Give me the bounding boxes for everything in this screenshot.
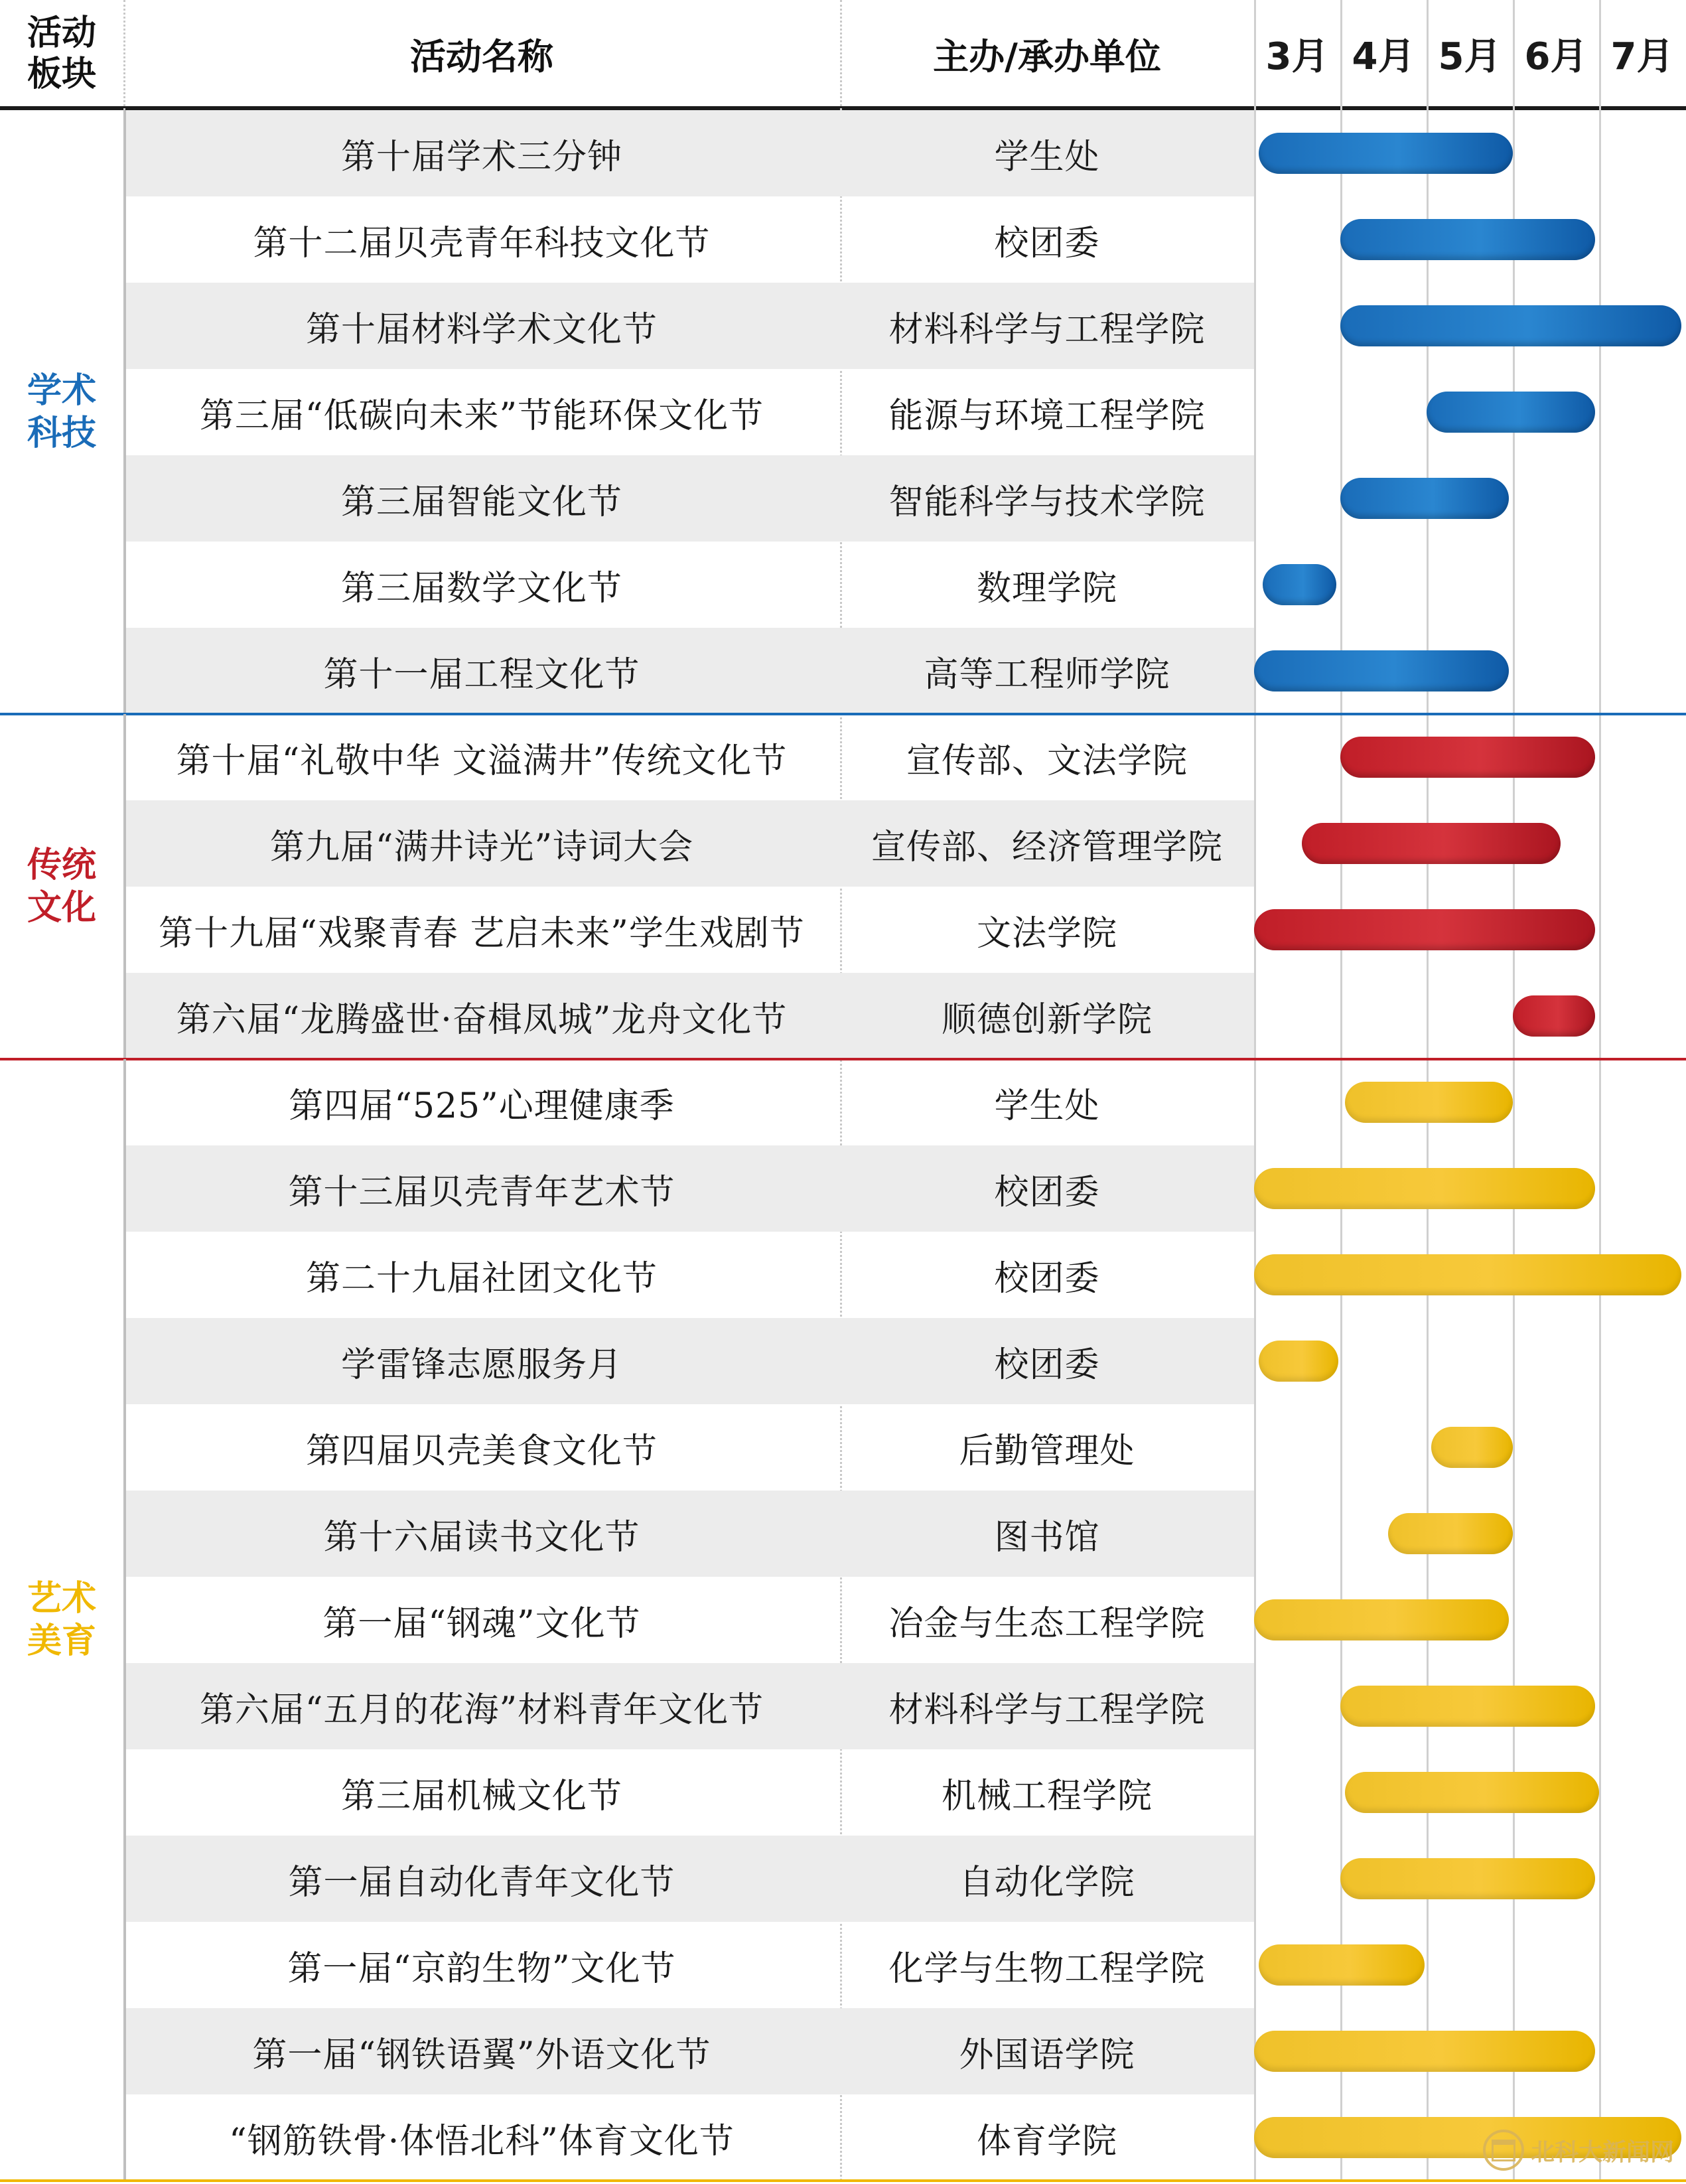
- timeline-bar: [1259, 1341, 1339, 1382]
- timeline-bar: [1340, 305, 1681, 346]
- activity-name: 第四届“525”心理健康季: [289, 1086, 675, 1126]
- timeline-bar: [1388, 1513, 1513, 1554]
- activity-name: 第二十九届社团文化节: [305, 1258, 658, 1299]
- timeline-bar: [1254, 1254, 1681, 1295]
- category-label: [0, 110, 123, 714]
- category-separator: [123, 1059, 126, 2181]
- activity-organizer: 学生处: [994, 1086, 1100, 1126]
- table-row: [123, 1318, 1686, 1404]
- activity-organizer: 材料科学与工程学院: [888, 1690, 1206, 1730]
- activity-organizer: 数理学院: [976, 568, 1117, 609]
- activity-organizer: 宣传部、经济管理学院: [871, 827, 1223, 867]
- activity-organizer: 顺德创新学院: [941, 999, 1153, 1040]
- activity-name: 第十届“礼敬中华 文溢满井”传统文化节: [176, 741, 788, 781]
- month-label: 7月: [1610, 35, 1674, 78]
- category-separator: [123, 110, 126, 714]
- timeline-bar: [1513, 995, 1595, 1037]
- activity-name: 第十届材料学术文化节: [305, 309, 658, 350]
- activity-organizer: 图书馆: [994, 1517, 1100, 1558]
- activity-name: 第三届“低碳向未来”节能环保文化节: [199, 396, 764, 436]
- watermark-text: 北科大新闻网: [1530, 2138, 1674, 2166]
- month-label: 3月: [1265, 35, 1329, 78]
- table-row: [123, 973, 1686, 1059]
- timeline-bar: [1345, 1772, 1600, 1813]
- header-organizer: 主办/承办单位: [933, 35, 1161, 78]
- activity-name: 学雷锋志愿服务月: [340, 1345, 622, 1385]
- activity-organizer: 学生处: [994, 137, 1100, 177]
- table-row: [123, 1922, 1686, 2008]
- timeline-bar: [1254, 1168, 1595, 1209]
- activity-name: 第一届“京韵生物”文化节: [287, 1948, 676, 1989]
- activity-organizer: 校团委: [994, 1345, 1100, 1385]
- activity-organizer: 文法学院: [976, 913, 1117, 954]
- activity-organizer: 材料科学与工程学院: [888, 309, 1206, 350]
- activity-name: 第十届学术三分钟: [340, 137, 622, 177]
- activity-name: 第一届“钢魂”文化节: [322, 1603, 641, 1644]
- activity-organizer: 机械工程学院: [941, 1776, 1153, 1816]
- timeline-bar: [1431, 1427, 1513, 1468]
- activity-name: 第十一届工程文化节: [323, 654, 640, 695]
- category-label-line1: 艺术: [27, 1579, 96, 1619]
- activity-organizer: 校团委: [994, 1258, 1100, 1299]
- header-category: [0, 0, 123, 108]
- watermark: [1483, 2130, 1674, 2171]
- activity-organizer: 体育学院: [976, 2121, 1117, 2161]
- timeline-bar: [1259, 1944, 1425, 1986]
- category-label: [0, 714, 123, 1059]
- timeline-bar: [1340, 219, 1595, 260]
- timeline-bar: [1263, 564, 1336, 605]
- activity-organizer: 智能科学与技术学院: [888, 482, 1206, 522]
- header-category-line1: 活动: [27, 13, 96, 53]
- activity-name: 第四届贝壳美食文化节: [305, 1431, 658, 1471]
- category-label-line2: 科技: [27, 413, 96, 453]
- activity-organizer: 能源与环境工程学院: [888, 396, 1206, 436]
- activity-organizer: 自动化学院: [959, 1862, 1135, 1903]
- section-divider: [0, 1058, 1686, 1060]
- section-divider: [0, 713, 1686, 715]
- month-label: 6月: [1524, 35, 1588, 78]
- timeline-bar: [1340, 737, 1595, 778]
- activity-name: 第三届智能文化节: [340, 482, 622, 522]
- activity-name: 第一届自动化青年文化节: [288, 1862, 675, 1903]
- header-category-line2: 板块: [27, 54, 96, 94]
- timeline-bar: [1259, 133, 1513, 174]
- activity-name: 第六届“五月的花海”材料青年文化节: [199, 1690, 764, 1730]
- activity-organizer: 校团委: [994, 223, 1100, 263]
- activity-name: 第十六届读书文化节: [323, 1517, 640, 1558]
- category-separator: [123, 714, 126, 1059]
- timeline-bar: [1254, 2031, 1595, 2072]
- timeline-bar: [1254, 650, 1509, 692]
- activity-organizer: 宣传部、文法学院: [906, 741, 1188, 781]
- category-label-line1: 学术: [27, 371, 96, 411]
- category-label-line2: 文化: [27, 888, 96, 928]
- header-activity-name: 活动名称: [410, 35, 553, 78]
- activity-organizer: 冶金与生态工程学院: [888, 1603, 1206, 1644]
- activity-name: 第九届“满井诗光”诗词大会: [269, 827, 694, 867]
- timeline-bar: [1345, 1082, 1513, 1123]
- activity-name: 第一届“钢铁语翼”外语文化节: [252, 2035, 711, 2075]
- month-label: 4月: [1352, 35, 1415, 78]
- timeline-bar: [1254, 1599, 1509, 1640]
- activity-name: 第十三届贝壳青年艺术节: [288, 1172, 675, 1212]
- timeline-bar: [1254, 909, 1595, 950]
- category-label-line2: 美育: [27, 1621, 96, 1661]
- timeline-bar: [1427, 392, 1595, 433]
- activity-organizer: 化学与生物工程学院: [888, 1948, 1206, 1989]
- activity-name: 第三届机械文化节: [340, 1776, 622, 1816]
- timeline-bar: [1340, 1858, 1595, 1899]
- activity-name: 第十二届贝壳青年科技文化节: [253, 223, 711, 263]
- activity-name: 第三届数学文化节: [340, 568, 622, 609]
- category-label-line1: 传统: [27, 845, 96, 885]
- month-label: 5月: [1438, 35, 1502, 78]
- activity-name: 第六届“龙腾盛世·奋楫凤城”龙舟文化节: [176, 999, 788, 1040]
- timeline-bar: [1340, 478, 1509, 519]
- activity-name: “钢筋铁骨·体悟北科”体育文化节: [229, 2121, 735, 2161]
- activity-organizer: 校团委: [994, 1172, 1100, 1212]
- category-label: [0, 1059, 123, 2181]
- activity-organizer: 外国语学院: [959, 2035, 1135, 2075]
- section-divider: [0, 2179, 1686, 2182]
- activity-name: 第十九届“戏聚青春 艺启未来”学生戏剧节: [159, 913, 805, 954]
- activity-organizer: 高等工程师学院: [924, 654, 1170, 695]
- university-seal-icon: [1483, 2130, 1524, 2171]
- activity-organizer: 后勤管理处: [959, 1431, 1135, 1471]
- table-row: [123, 542, 1686, 628]
- timeline-bar: [1340, 1686, 1595, 1727]
- timeline-bar: [1302, 823, 1561, 864]
